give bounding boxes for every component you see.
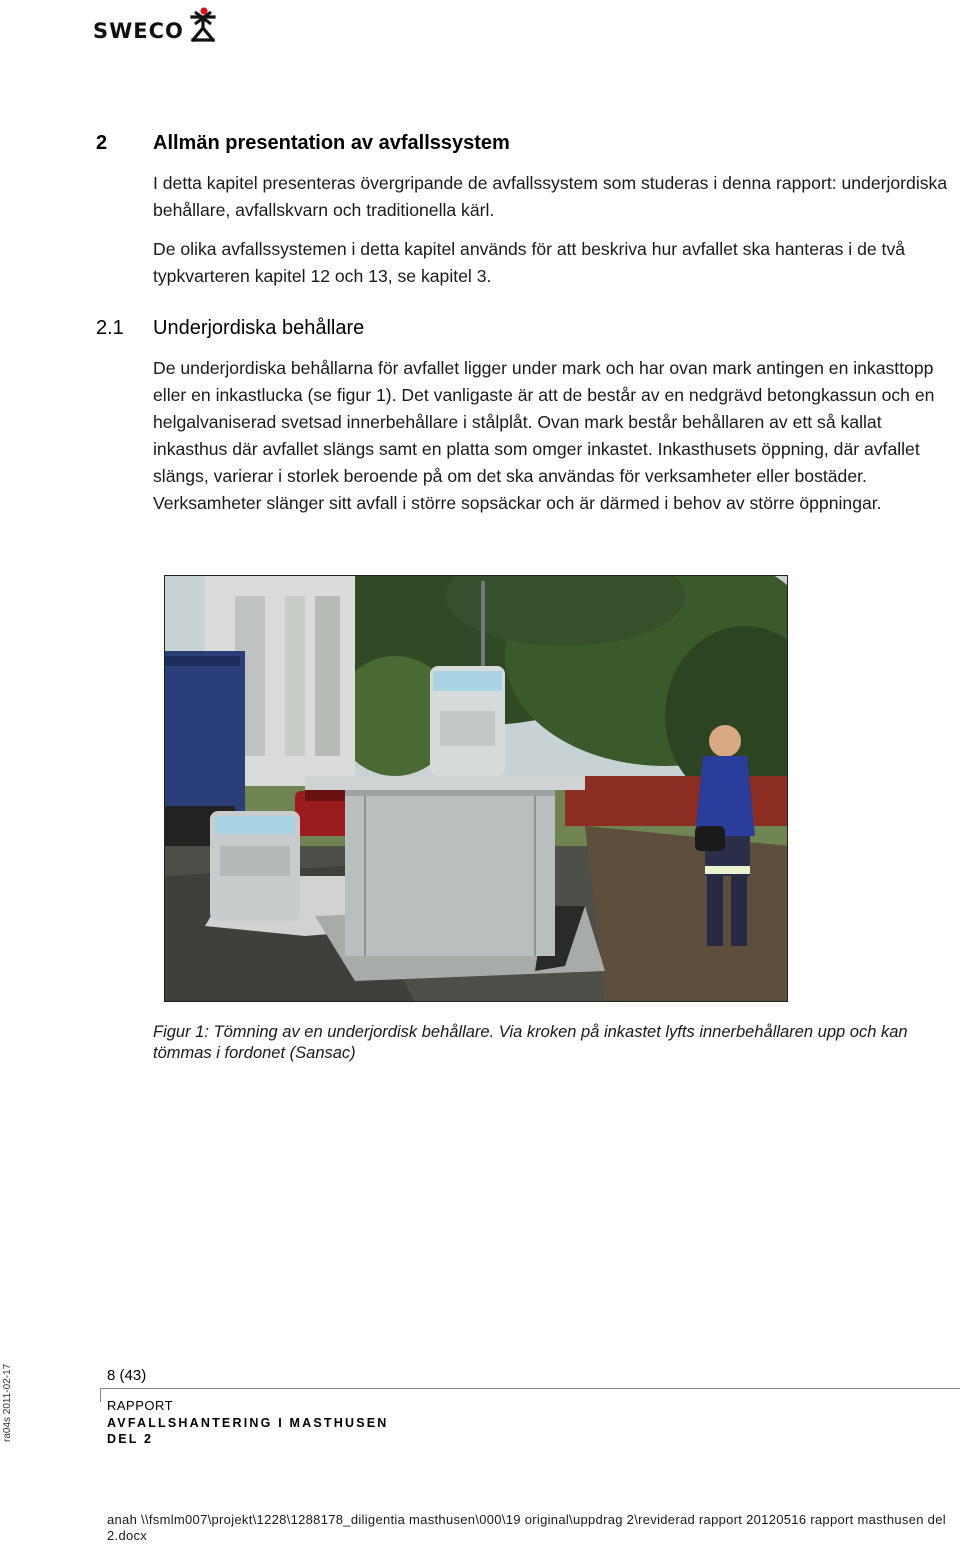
figure-caption: Figur 1: Tömning av en underjordisk behållare. Via kroken på inkastet lyfts innerbehållaren upp och kan tömmas i fordonet (Sansac) <box>153 1023 908 1062</box>
underground-containers-paragraph: De underjordiska behållarna för avfallet ligger under mark och har ovan mark antingen en inkasttopp eller en inkastlucka (se figur 1). Det vanligaste är att de består av en nedgrävd betongkassun och en helgalvaniserad svetsad innerbehållare i stålplåt. Ovan mark består behållaren av ett så kallat inkasthus där avfallet slängs samt en platta som omger inkastet. Inkasthusets öppning, där avfallet slängs, varierar i storlek beroende på om det ska användas för verksamheter eller bostäder. Verksamheter slänger sitt avfall i större sopsäckar och är därmed i behov av större öppningar. <box>153 358 935 513</box>
section-heading <box>96 132 510 155</box>
report-part: DEL 2 <box>107 1432 154 1446</box>
logo-text: SWECO <box>93 19 184 43</box>
template-version-note: ra04s 2011-02-17 <box>2 1363 13 1442</box>
subsection-title: Underjordiska behållare <box>153 317 365 339</box>
subsection-heading <box>96 317 364 340</box>
page-number: 8 (43) <box>107 1367 147 1384</box>
intro-paragraph: I detta kapitel presenteras övergripande de avfallssystem som studeras i denna rapport: underjordiska behållare, avfallskvarn och traditionella kärl. <box>153 173 948 220</box>
waste-container-photo <box>165 576 788 1002</box>
footer-divider <box>100 1388 960 1389</box>
small-insertion-housing <box>210 811 300 921</box>
report-label: RAPPORT <box>107 1398 174 1413</box>
file-path: anah \\fsmlm007\projekt\1228\1288178_diligentia masthusen\000\19 original\uppdrag 2\reviderad rapport 20120516 rapport masthusen del 2.docx <box>107 1512 946 1543</box>
sweco-logo <box>93 6 219 42</box>
figure-photo <box>164 575 788 1002</box>
section-title: Allmän presentation av avfallssystem <box>153 132 510 154</box>
subsection-number: 2.1 <box>96 317 124 339</box>
systems-paragraph: De olika avfallssystemen i detta kapitel används för att beskriva hur avfallet ska hanteras i de två typkvarteren kapitel 12 och 13, se kapitel 3. <box>153 239 906 286</box>
report-title: AVFALLSHANTERING I MASTHUSEN <box>107 1416 389 1430</box>
sweco-figure-icon <box>187 6 219 42</box>
section-number: 2 <box>96 132 108 154</box>
footer-divider-corner <box>100 1388 101 1402</box>
